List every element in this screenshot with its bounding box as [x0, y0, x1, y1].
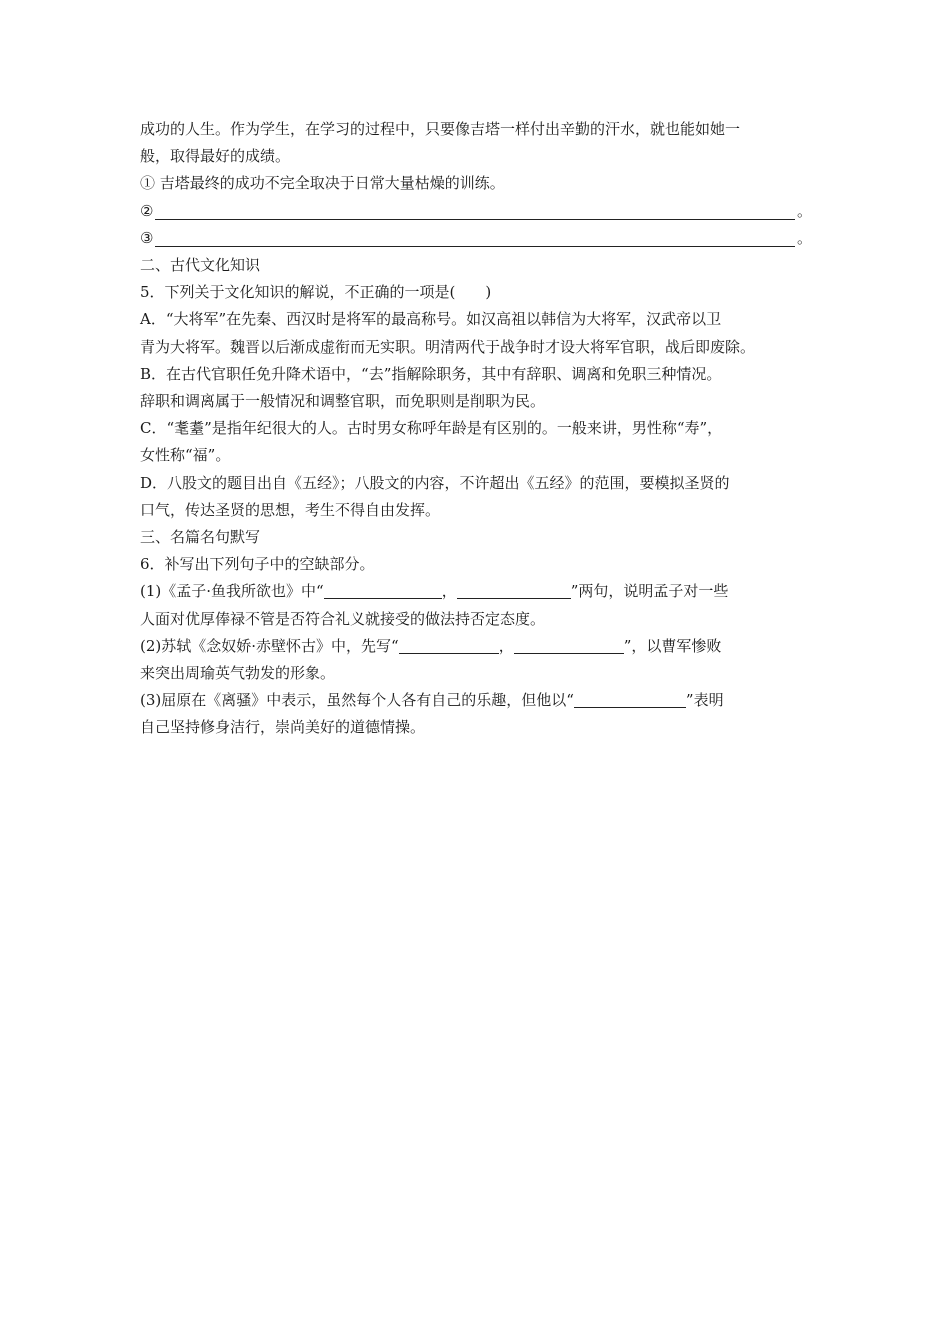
option-a-line-2: 青为大将军。魏晋以后渐成虚衔而无实职。明清两代于战争时才设大将军官职，战后即废除。: [140, 337, 756, 356]
item-1-mid: ，: [441, 582, 457, 601]
answer-2-line: [140, 198, 812, 225]
option-b-line-1: B．在古代官职任免升降术语中，“去”指解除职务，其中有辞职、调离和免职三种情况。: [140, 364, 722, 383]
item-3-line-1: [140, 687, 812, 714]
item-1-post: ”两句，说明孟子对一些: [570, 582, 729, 601]
option-d-line-1: D．八股文的题目出自《五经》；八股文的内容，不许超出《五经》的范围，要模拟圣贤的: [140, 473, 730, 492]
item-3-pre: (3)屈原在《离骚》中表示，虽然每个人各有自己的乐趣，但他以“: [140, 691, 574, 710]
item-1-blank-2[interactable]: [457, 582, 571, 599]
answer-3-line: [140, 225, 812, 252]
item-2-blank-2[interactable]: [514, 637, 624, 654]
item-1-blank-1[interactable]: [324, 582, 442, 599]
option-d-line-2: 口气，传达圣贤的思想，考生不得自由发挥。: [140, 500, 441, 519]
item-1-line-2: 人面对优厚俸禄不管是否符合礼义就接受的做法持否定态度。: [140, 609, 546, 628]
item-2-pre: (2)苏轼《念奴娇·赤壁怀古》中，先写“: [140, 636, 399, 655]
section-3-heading: 三、名篇名句默写: [140, 528, 261, 547]
answer-2-mark: ②: [140, 201, 154, 220]
answer-3-mark: ③: [140, 228, 154, 247]
item-3-blank[interactable]: [574, 691, 686, 708]
item-1-line-1: [140, 578, 812, 605]
item-2-blank-1[interactable]: [399, 637, 499, 654]
option-b-line-2: 辞职和调离属于一般情况和调整官职，而免职则是削职为民。: [140, 392, 546, 411]
option-c-line-1: C．“耄耋”是指年纪很大的人。古时男女称呼年龄是有区别的。一般来讲，男性称“寿”，: [140, 419, 723, 438]
item-2-post: ”，以曹军惨败: [623, 636, 722, 655]
option-c-line-2: 女性称“福”。: [140, 446, 231, 465]
passage-line-1: 成功的人生。作为学生，在学习的过程中，只要像吉塔一样付出辛勤的汗水，就也能如她一: [140, 120, 741, 138]
item-3-post: ”表明: [685, 691, 724, 710]
option-a-line-1: A．“大将军”在先秦、西汉时是将军的最高称号。如汉高祖以韩信为大将军，汉武帝以卫: [140, 310, 722, 329]
answer-2-end: 。: [796, 201, 812, 220]
answer-3-end: 。: [796, 228, 812, 247]
item-1-pre: (1)《孟子·鱼我所欲也》中“: [140, 582, 324, 601]
section-2-heading: 二、古代文化知识: [140, 256, 261, 275]
answer-3-blank[interactable]: [155, 227, 795, 247]
item-2-line-1: [140, 633, 812, 660]
item-2-mid: ，: [498, 636, 514, 655]
passage-line-2: 般，取得最好的成绩。: [140, 147, 291, 166]
answer-2-blank[interactable]: [155, 200, 795, 220]
question-6: 6．补写出下列句子中的空缺部分。: [140, 555, 375, 574]
question-5: 5．下列关于文化知识的解说，不正确的一项是( ): [140, 283, 492, 302]
item-3-line-2: 自己坚持修身洁行，崇尚美好的道德情操。: [140, 718, 426, 737]
answer-1: ① 吉塔最终的成功不完全取决于日常大量枯燥的训练。: [140, 174, 505, 193]
item-2-line-2: 来突出周瑜英气勃发的形象。: [140, 664, 336, 683]
document-page: [140, 116, 812, 742]
